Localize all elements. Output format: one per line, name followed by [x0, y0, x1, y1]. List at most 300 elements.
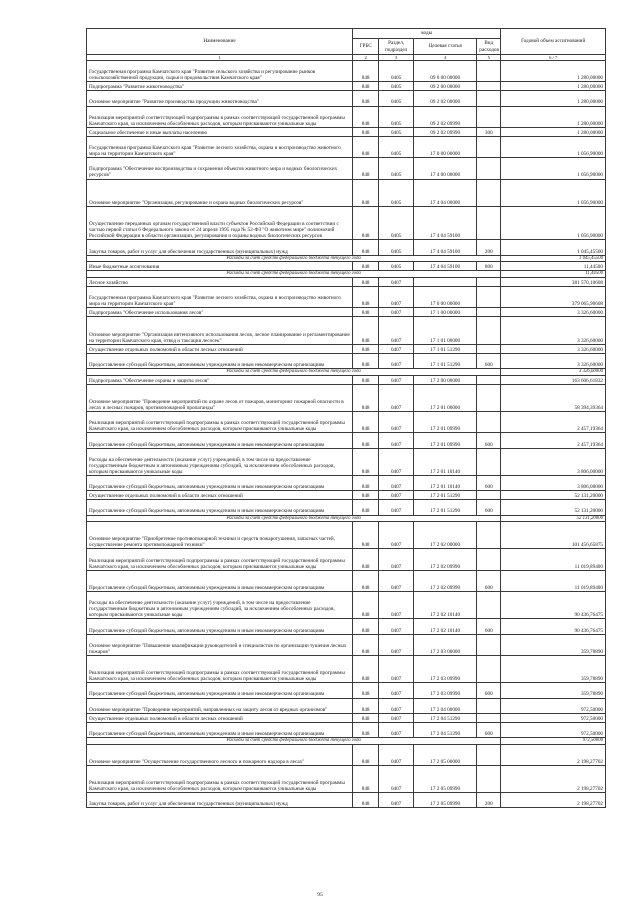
row-amount: 1 280,00000: [501, 91, 606, 106]
row-name: Закупка товаров, работ и услуг для обеспечения государственных (муниципальных) нужд: [87, 793, 353, 808]
row-grbs: 848: [353, 344, 379, 353]
row-name: Осуществление переданных органам государственной власти субъектов Российской Федерации в соответствии с частью первой статьи 6 Федерального закона от 24 апреля 1995 года № 52-ФЗ "О животном мире" полномочий Российской Федерации в области организации, регулирования и охраны водных биологических ресурсов: [87, 206, 353, 240]
row-exp-type: 600: [477, 433, 501, 448]
row-name: Предоставление субсидий бюджетным, автономным учреждениям и иным некоммерческим организациям: [87, 433, 353, 448]
row-name: Предоставление субсидий бюджетным, автономным учреждениям и иным некоммерческим организациям: [87, 500, 353, 515]
row-grbs: 848: [353, 549, 379, 570]
row-grbs: 848: [353, 570, 379, 591]
row-name: Социальное обеспечение и иные выплаты населению: [87, 127, 353, 136]
note-amount: 1 045,45500: [501, 255, 606, 262]
row-section: 0405: [379, 262, 414, 271]
row-target: 17 0 00 00000: [414, 287, 477, 308]
row-target: 17 2 02 09990: [414, 549, 477, 570]
row-section: 0407: [379, 549, 414, 570]
note-text: Расходы за счет средств федерального бюджета текущего года: [87, 255, 501, 262]
col-target-header: Целевая статья: [414, 39, 477, 55]
row-section: 0407: [379, 448, 414, 475]
row-exp-type: [477, 82, 501, 91]
row-name: Закупка товаров, работ и услуг для обеспечения государственных (муниципальных) нужд: [87, 240, 353, 255]
row-grbs: 848: [353, 384, 379, 411]
row-name: Основное мероприятие "Проведение мероприятий, направленных на защиту лесов от вредных организмов": [87, 698, 353, 713]
row-grbs: 848: [353, 277, 379, 286]
row-exp-type: [477, 277, 501, 286]
row-amount: 972,50000: [501, 713, 606, 722]
row-exp-type: [477, 698, 501, 713]
row-name: Осуществление отдельных полномочий в области лесных отношений: [87, 713, 353, 722]
row-target: 17 2 01 09990: [414, 412, 477, 433]
row-target: 17 4 04 59100: [414, 240, 477, 255]
row-grbs: 848: [353, 91, 379, 106]
row-grbs: 848: [353, 619, 379, 634]
col-number: 1: [87, 55, 353, 61]
table-row: [87, 448, 606, 475]
note-text: Расходы за счет средств федерального бюджета текущего года: [87, 515, 501, 522]
row-target: 17 1 00 00000: [414, 308, 477, 317]
row-grbs: 848: [353, 522, 379, 549]
row-section: 0405: [379, 61, 414, 82]
table-row: [87, 206, 606, 240]
row-target: 17 2 02 10140: [414, 592, 477, 619]
row-amount: 3 326,60000: [501, 353, 606, 368]
row-name: Подпрограмма "Обеспечение использования лесов": [87, 308, 353, 317]
row-section: 0405: [379, 158, 414, 179]
row-amount: 1 056,90000: [501, 206, 606, 240]
row-amount: 2 198,27702: [501, 744, 606, 765]
row-amount: 972,50000: [501, 698, 606, 713]
row-section: 0405: [379, 127, 414, 136]
row-amount: 1 280,00000: [501, 106, 606, 127]
row-section: 0407: [379, 713, 414, 722]
row-grbs: 848: [353, 287, 379, 308]
table-row: [87, 136, 606, 157]
row-section: 0407: [379, 491, 414, 500]
row-target: 09 0 00 00000: [414, 61, 477, 82]
row-target: [414, 277, 477, 286]
row-target: 17 2 05 09990: [414, 793, 477, 808]
row-section: 0407: [379, 308, 414, 317]
row-exp-type: [477, 765, 501, 792]
table-row: [87, 570, 606, 591]
row-amount: 1 056,90000: [501, 158, 606, 179]
row-exp-type: 200: [477, 793, 501, 808]
table-row: [87, 61, 606, 82]
row-name: Подпрограмма "Обеспечение воспроизводства и сохранения объектов животного мира и водных биологических ресурсов": [87, 158, 353, 179]
row-name: Реализация мероприятий соответствующей подпрограммы в рамках соответствующей государственной программы Камчатского края, за исключением обособленных расходов, которым присваиваются уникальные коды: [87, 549, 353, 570]
note-text: Расходы за счет средств федерального бюджета текущего года: [87, 738, 501, 745]
row-name: Реализация мероприятий соответствующей подпрограммы в рамках соответствующей государственной программы Камчатского края, за исключением обособленных расходов, которым присваиваются уникальные коды: [87, 412, 353, 433]
table-row: [87, 277, 606, 286]
row-amount: 3 806,00000: [501, 476, 606, 491]
table-row: [87, 619, 606, 634]
row-section: 0405: [379, 136, 414, 157]
row-section: 0407: [379, 619, 414, 634]
row-target: 09 2 02 09990: [414, 106, 477, 127]
row-section: 0405: [379, 91, 414, 106]
row-section: 0407: [379, 476, 414, 491]
row-section: 0407: [379, 412, 414, 433]
federal-budget-note-row: [87, 369, 606, 376]
row-amount: 3 326,60000: [501, 344, 606, 353]
col-section-header: Раздел, подраздел: [379, 39, 414, 55]
row-target: 09 2 02 00000: [414, 91, 477, 106]
table-row: [87, 127, 606, 136]
row-name: Предоставление субсидий бюджетным, автономным учреждениям и иным некоммерческим организациям: [87, 683, 353, 698]
row-exp-type: [477, 655, 501, 682]
table-row: [87, 384, 606, 411]
col-name-header: Наименование: [87, 29, 353, 55]
row-target: 17 2 04 51290: [414, 713, 477, 722]
row-exp-type: [477, 375, 501, 384]
row-amount: 90 436,76475: [501, 619, 606, 634]
row-section: 0407: [379, 433, 414, 448]
row-target: 17 1 01 51290: [414, 353, 477, 368]
col-number: 5: [477, 55, 501, 61]
row-exp-type: 600: [477, 570, 501, 591]
row-exp-type: 800: [477, 262, 501, 271]
row-exp-type: 600: [477, 683, 501, 698]
row-exp-type: [477, 91, 501, 106]
table-row: [87, 634, 606, 655]
row-name: Основное мероприятие "Проведение мероприятий по охране лесов от пожаров, мониторинг пожарной опасности в лесах и лесных пожаров, противопожарной пропаганды": [87, 384, 353, 411]
row-target: 17 2 03 09990: [414, 683, 477, 698]
row-section: 0407: [379, 683, 414, 698]
row-section: 0407: [379, 592, 414, 619]
row-section: 0407: [379, 317, 414, 344]
row-target: 17 2 05 00000: [414, 744, 477, 765]
row-target: 17 4 00 00000: [414, 158, 477, 179]
row-amount: 3 326,60000: [501, 308, 606, 317]
row-exp-type: 600: [477, 353, 501, 368]
row-target: 17 1 01 00000: [414, 317, 477, 344]
row-exp-type: 600: [477, 722, 501, 737]
row-grbs: 848: [353, 206, 379, 240]
row-grbs: 848: [353, 433, 379, 448]
budget-table: [86, 28, 606, 808]
row-target: 17 2 01 09990: [414, 433, 477, 448]
table-row: [87, 655, 606, 682]
row-grbs: 848: [353, 82, 379, 91]
row-name: Основное мероприятие "Приобретение противопожарной техники и средств пожаротушения, запасных частей, осуществление ремонта противопожарной техники": [87, 522, 353, 549]
row-target: 17 1 01 51290: [414, 344, 477, 353]
row-name: Предоставление субсидий бюджетным, автономным учреждениям и иным некоммерческим организациям: [87, 353, 353, 368]
row-section: 0407: [379, 793, 414, 808]
row-section: 0407: [379, 522, 414, 549]
row-amount: 359,78890: [501, 634, 606, 655]
row-section: 0405: [379, 179, 414, 206]
row-amount: 3 806,00000: [501, 448, 606, 475]
row-name: Предоставление субсидий бюджетным, автономным учреждениям и иным некоммерческим организациям: [87, 722, 353, 737]
row-amount: 2 198,27702: [501, 765, 606, 792]
federal-budget-note-row: [87, 738, 606, 745]
note-amount: 11,44500: [501, 271, 606, 278]
row-target: 17 4 04 59100: [414, 262, 477, 271]
row-section: 0407: [379, 500, 414, 515]
row-exp-type: [477, 136, 501, 157]
table-row: [87, 476, 606, 491]
row-name: Предоставление субсидий бюджетным, автономным учреждениям и иным некоммерческим организациям: [87, 476, 353, 491]
row-amount: 1 280,00000: [501, 127, 606, 136]
row-grbs: 848: [353, 713, 379, 722]
row-grbs: 848: [353, 476, 379, 491]
row-section: 0407: [379, 375, 414, 384]
row-target: 17 2 03 00000: [414, 634, 477, 655]
row-name: Подпрограмма "Развитие животноводства": [87, 82, 353, 91]
row-grbs: 848: [353, 61, 379, 82]
row-amount: 90 436,76475: [501, 592, 606, 619]
row-section: 0407: [379, 287, 414, 308]
col-grbs-header: ГРБС: [353, 39, 379, 55]
row-exp-type: [477, 448, 501, 475]
row-grbs: 848: [353, 722, 379, 737]
row-name: Основное мероприятие "Развитие производства продукции животноводства": [87, 91, 353, 106]
row-exp-type: [477, 179, 501, 206]
row-section: 0405: [379, 206, 414, 240]
row-exp-type: 600: [477, 619, 501, 634]
row-target: 17 4 04 00000: [414, 179, 477, 206]
row-name: Предоставление субсидий бюджетным, автономным учреждениям и иным некоммерческим организациям: [87, 570, 353, 591]
row-section: 0407: [379, 344, 414, 353]
row-amount: 101 456,65875: [501, 522, 606, 549]
row-name: Расходы на обеспечение деятельности (оказание услуг) учреждений, в том числе на предоставление государственным бюджетным и автономным учреждениям субсидий, за исключением обособленных расходов, которым присваиваются уникальные коды: [87, 592, 353, 619]
row-grbs: 848: [353, 500, 379, 515]
table-row: [87, 500, 606, 515]
row-amount: 58 394,39364: [501, 384, 606, 411]
table-row: [87, 308, 606, 317]
table-row: [87, 491, 606, 500]
row-exp-type: [477, 549, 501, 570]
row-amount: 11,44500: [501, 262, 606, 271]
note-text: Расходы за счет средств федерального бюджета текущего года: [87, 271, 501, 278]
row-section: 0405: [379, 240, 414, 255]
row-name: Государственная программа Камчатского края "Развитие лесного хозяйства, охрана и воспроизводство животного мира на территории Камчатского края": [87, 287, 353, 308]
row-grbs: 848: [353, 592, 379, 619]
row-name: Осуществление отдельных полномочий в области лесных отношений: [87, 344, 353, 353]
table-row: [87, 240, 606, 255]
table-row: [87, 106, 606, 127]
row-grbs: 848: [353, 240, 379, 255]
row-grbs: 848: [353, 491, 379, 500]
row-grbs: 848: [353, 448, 379, 475]
row-name: Государственная программа Камчатского края "Развитие сельского хозяйства и регулирование рынков сельскохозяйственной продукции, сырья и продовольствия Камчатского края": [87, 61, 353, 82]
row-grbs: 848: [353, 353, 379, 368]
row-section: 0407: [379, 722, 414, 737]
row-amount: 2 457,19364: [501, 433, 606, 448]
row-target: 17 2 01 00000: [414, 384, 477, 411]
row-name: Осуществление отдельных полномочий в области лесных отношений: [87, 491, 353, 500]
row-exp-type: [477, 491, 501, 500]
row-exp-type: 200: [477, 240, 501, 255]
row-section: 0407: [379, 634, 414, 655]
federal-budget-note-row: [87, 271, 606, 278]
row-target: 17 2 04 51290: [414, 722, 477, 737]
row-grbs: 848: [353, 765, 379, 792]
row-target: 17 2 05 09990: [414, 765, 477, 792]
table-row: [87, 179, 606, 206]
row-exp-type: [477, 713, 501, 722]
table-row: [87, 433, 606, 448]
col-number: 3: [379, 55, 414, 61]
table-row: [87, 722, 606, 737]
row-name: Основное мероприятие "Организация интенсивного использования лесов, лесное планирование и регламентирование на территории Камчатского края, отвод и таксация лесосек": [87, 317, 353, 344]
row-exp-type: [477, 158, 501, 179]
row-name: Основное мероприятие "Повышение квалификации руководителей и специалистов по организации тушения лесных пожаров": [87, 634, 353, 655]
row-target: 17 2 04 00000: [414, 698, 477, 713]
row-amount: 2 457,19364: [501, 412, 606, 433]
table-row: [87, 91, 606, 106]
row-exp-type: [477, 744, 501, 765]
row-amount: 163 606,61832: [501, 375, 606, 384]
row-target: 17 2 01 51290: [414, 500, 477, 515]
row-grbs: 848: [353, 179, 379, 206]
row-amount: 1 056,90000: [501, 136, 606, 157]
row-target: 09 2 02 09990: [414, 127, 477, 136]
row-exp-type: [477, 317, 501, 344]
note-amount: 3 326,60000: [501, 369, 606, 376]
row-grbs: 848: [353, 158, 379, 179]
row-section: 0407: [379, 744, 414, 765]
row-grbs: 848: [353, 655, 379, 682]
table-row: [87, 353, 606, 368]
row-grbs: 848: [353, 412, 379, 433]
row-target: 17 2 01 10140: [414, 448, 477, 475]
federal-budget-note-row: [87, 255, 606, 262]
row-grbs: 848: [353, 262, 379, 271]
row-exp-type: [477, 344, 501, 353]
table-row: [87, 713, 606, 722]
row-amount: 3 326,60000: [501, 317, 606, 344]
table-row: [87, 765, 606, 792]
row-exp-type: [477, 106, 501, 127]
table-row: [87, 412, 606, 433]
row-amount: 381 570,10608: [501, 277, 606, 286]
row-grbs: 848: [353, 106, 379, 127]
row-target: 09 2 00 00000: [414, 82, 477, 91]
row-exp-type: [477, 522, 501, 549]
row-exp-type: [477, 634, 501, 655]
row-exp-type: [477, 592, 501, 619]
row-target: 17 2 01 10140: [414, 476, 477, 491]
table-row: [87, 683, 606, 698]
row-exp-type: 300: [477, 127, 501, 136]
row-exp-type: [477, 384, 501, 411]
row-name: Расходы на обеспечение деятельности (оказание услуг) учреждений, в том числе на предоставление государственным бюджетным и автономным учреждениям субсидий, за исключением обособленных расходов, которым присваиваются уникальные коды: [87, 448, 353, 475]
table-row: [87, 744, 606, 765]
row-section: 0405: [379, 82, 414, 91]
row-exp-type: [477, 206, 501, 240]
row-section: 0407: [379, 655, 414, 682]
table-row: [87, 82, 606, 91]
table-row: [87, 317, 606, 344]
row-section: 0407: [379, 353, 414, 368]
row-target: 17 2 00 00000: [414, 375, 477, 384]
row-amount: 1 045,45500: [501, 240, 606, 255]
row-exp-type: [477, 412, 501, 433]
table-row: [87, 158, 606, 179]
table-row: [87, 793, 606, 808]
row-amount: 972,50000: [501, 722, 606, 737]
row-amount: 11 019,89400: [501, 549, 606, 570]
row-grbs: 848: [353, 793, 379, 808]
row-target: 17 2 02 10140: [414, 619, 477, 634]
row-section: 0405: [379, 106, 414, 127]
row-grbs: 848: [353, 136, 379, 157]
row-target: 17 0 00 00000: [414, 136, 477, 157]
col-number: 2: [353, 55, 379, 61]
table-row: [87, 549, 606, 570]
col-exp-type-header: Вид расходов: [477, 39, 501, 55]
row-grbs: 848: [353, 308, 379, 317]
row-target: 17 2 02 09990: [414, 570, 477, 591]
row-amount: 52 131,20000: [501, 491, 606, 500]
row-target: 17 2 03 09990: [414, 655, 477, 682]
table-row: [87, 522, 606, 549]
table-row: [87, 592, 606, 619]
row-name: Государственная программа Камчатского края "Развитие лесного хозяйства, охрана и воспроизводство животного мира на территории Камчатского края": [87, 136, 353, 157]
row-amount: 359,78890: [501, 655, 606, 682]
row-grbs: 848: [353, 744, 379, 765]
row-amount: 11 019,89400: [501, 570, 606, 591]
row-exp-type: 600: [477, 500, 501, 515]
row-exp-type: 600: [477, 476, 501, 491]
row-amount: 359,78890: [501, 683, 606, 698]
row-name: Реализация мероприятий соответствующей подпрограммы в рамках соответствующей государственной программы Камчатского края, за исключением обособленных расходов, которым присваиваются уникальные коды: [87, 765, 353, 792]
row-name: Лесное хозяйство: [87, 277, 353, 286]
row-name: Основное мероприятие "Организация, регулирование и охрана водных биологических ресурсов": [87, 179, 353, 206]
col-number: 4: [414, 55, 477, 61]
row-grbs: 848: [353, 634, 379, 655]
row-amount: 1 280,00000: [501, 61, 606, 82]
row-name: Реализация мероприятий соответствующей подпрограммы в рамках соответствующей государственной программы Камчатского края, за исключением обособленных расходов, которым присваиваются уникальные коды: [87, 106, 353, 127]
row-grbs: 848: [353, 317, 379, 344]
row-amount: 379 065,90608: [501, 287, 606, 308]
table-row: [87, 262, 606, 271]
row-amount: 1 280,00000: [501, 82, 606, 91]
row-name: Иные бюджетные ассигнования: [87, 262, 353, 271]
row-name: Основное мероприятие "Осуществление государственного лесного и пожарного надзора в лесах": [87, 744, 353, 765]
codes-group-header: коды: [353, 29, 501, 39]
page-number: 95: [317, 892, 323, 898]
table-header: [87, 29, 606, 61]
table-row: [87, 344, 606, 353]
row-section: 0407: [379, 765, 414, 792]
note-text: Расходы за счет средств федерального бюджета текущего года: [87, 369, 501, 376]
table-row: [87, 375, 606, 384]
row-grbs: 848: [353, 698, 379, 713]
row-section: 0407: [379, 570, 414, 591]
row-name: Предоставление субсидий бюджетным, автономным учреждениям и иным некоммерческим организациям: [87, 619, 353, 634]
note-amount: 52 131,20000: [501, 515, 606, 522]
federal-budget-note-row: [87, 515, 606, 522]
row-exp-type: [477, 287, 501, 308]
row-amount: 52 131,20000: [501, 500, 606, 515]
row-target: 17 2 02 00000: [414, 522, 477, 549]
row-amount: 1 056,90000: [501, 179, 606, 206]
col-amount-header: Годовой объем ассигнований: [501, 29, 606, 55]
row-grbs: 848: [353, 375, 379, 384]
row-grbs: 848: [353, 127, 379, 136]
col-number: 6 / 7: [501, 55, 606, 61]
table-row: [87, 287, 606, 308]
row-name: Подпрограмма "Обеспечение охраны и защиты лесов": [87, 375, 353, 384]
row-name: Реализация мероприятий соответствующей подпрограммы в рамках соответствующей государственной программы Камчатского края, за исключением обособленных расходов, которым присваиваются уникальные коды: [87, 655, 353, 682]
row-section: 0407: [379, 277, 414, 286]
row-grbs: 848: [353, 683, 379, 698]
row-section: 0407: [379, 698, 414, 713]
table-row: [87, 698, 606, 713]
row-target: 17 4 04 59100: [414, 206, 477, 240]
row-exp-type: [477, 61, 501, 82]
row-exp-type: [477, 308, 501, 317]
